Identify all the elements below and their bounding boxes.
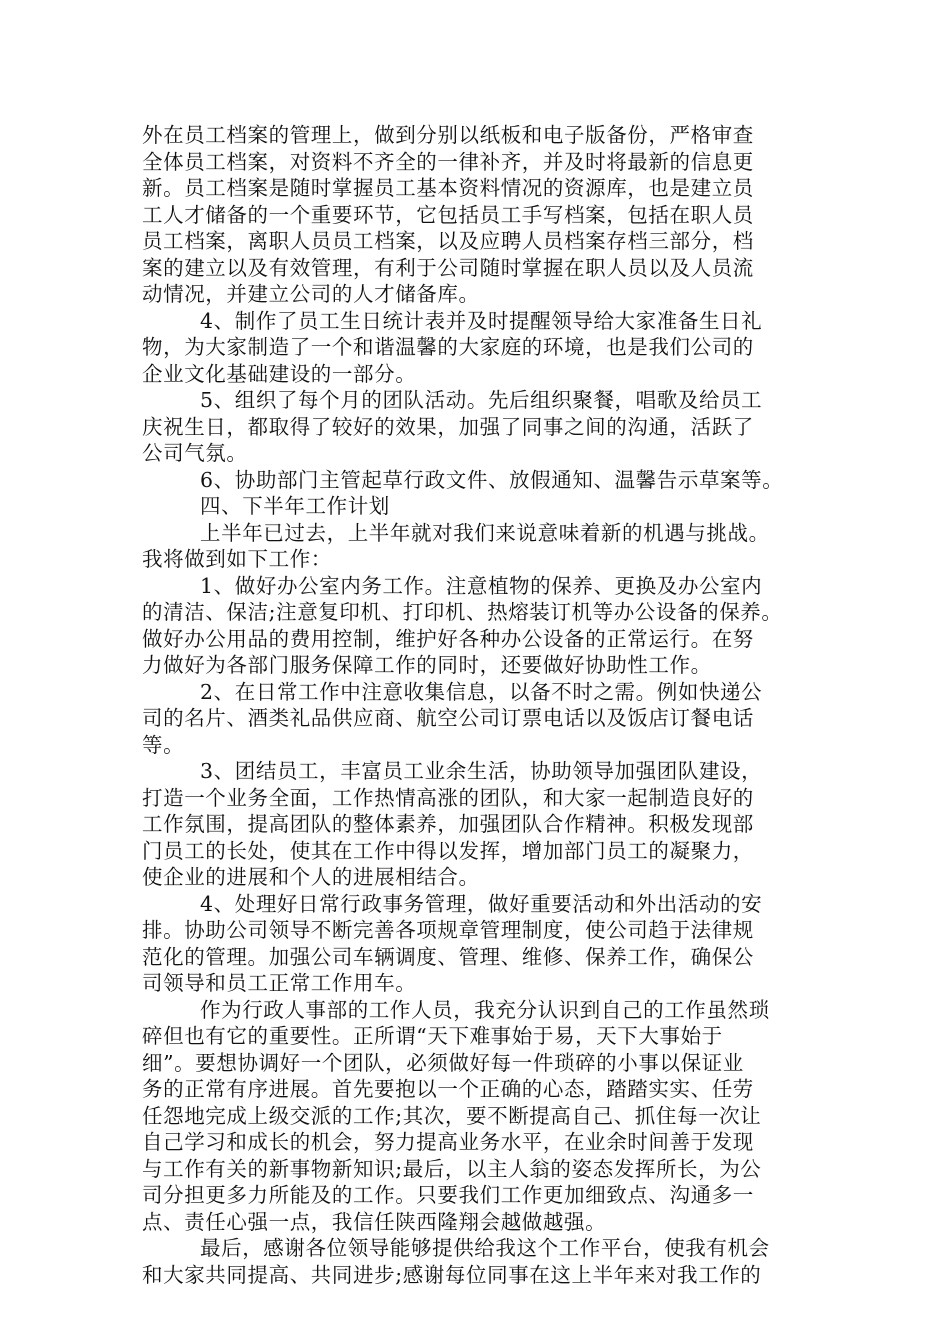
text-line: 外在员工档案的管理上，做到分别以纸板和电子版备份，严格审查 [142, 123, 754, 147]
text-line: 等。 [142, 732, 185, 757]
text-line: 物，为大家制造了一个和谐温馨的大家庭的环境，也是我们公司的 [142, 335, 754, 359]
paragraph-first-line: 5、组织了每个月的团队活动。先后组织聚餐，唱歌及给员工 [200, 388, 763, 412]
text-line: 我将做到如下工作： [142, 547, 332, 571]
document-body [142, 122, 814, 1288]
text-line: 企业文化基础建设的一部分。 [142, 361, 417, 386]
text-line: 务的正常有序进展。首先要抱以一个正确的心态，踏踏实实、任劳 [142, 1077, 754, 1101]
paragraph-first-line: 6、协助部门主管起草行政文件、放假通知、温馨告示草案等。 [200, 467, 784, 492]
text-line: 门员工的长处，使其在工作中得以发挥，增加部门员工的凝聚力， [142, 838, 754, 863]
text-line: 打造一个业务全面，工作热情高涨的团队，和大家一起制造良好的 [142, 785, 754, 810]
text-line: 和大家共同提高、共同进步;感谢每位同事在这上半年来对我工作的 [142, 1262, 762, 1287]
text-line: 力做好为各部门服务保障工作的同时，还要做好协助性工作。 [142, 653, 712, 677]
text-line: 新。员工档案是随时掌握员工基本资料情况的资源库，也是建立员 [142, 176, 754, 200]
text-line: 庆祝生日，都取得了较好的效果，加强了同事之间的沟通，活跃了 [142, 414, 754, 439]
paragraph-first-line: 四、下半年工作计划 [200, 494, 390, 518]
text-line: 任怨地完成上级交派的工作;其次，要不断提高自己、抓住每一次让 [142, 1103, 762, 1128]
text-line: 的清洁、保洁;注意复印机、打印机、热熔装订机等办公设备的保养。 [142, 600, 783, 624]
paragraph-first-line: 4、处理好日常行政事务管理，做好重要活动和外出活动的安 [200, 891, 763, 916]
text-line: 细”。要想协调好一个团队，必须做好每一件琐碎的小事以保证业 [142, 1050, 744, 1075]
text-line: 点、责任心强一点，我信任陕西隆翔会越做越强。 [142, 1209, 607, 1234]
text-line: 司的名片、酒类礼品供应商、航空公司订票电话以及饭店订餐电话 [142, 706, 754, 730]
text-line: 使企业的进展和个人的进展相结合。 [142, 865, 480, 889]
text-line: 案的建立以及有效管理，有利于公司随时掌握在职人员以及人员流 [142, 255, 754, 280]
text-line: 碎但也有它的重要性。正所谓“天下难事始于易，天下大事始于 [142, 1024, 723, 1048]
paragraph-first-line: 4、制作了员工生日统计表并及时提醒领导给大家准备生日礼 [200, 308, 763, 333]
text-line: 做好办公用品的费用控制，维护好各种办公设备的正常运行。在努 [142, 626, 754, 651]
paragraph-first-line: 上半年已过去，上半年就对我们来说意味着新的机遇与挑战。 [200, 520, 770, 545]
paragraph-first-line: 2、在日常工作中注意收集信息，以备不时之需。例如快递公 [200, 679, 763, 704]
text-line: 范化的管理。加强公司车辆调度、管理、维修、保养工作，确保公 [142, 944, 754, 969]
text-line: 全体员工档案，对资料不齐全的一律补齐，并及时将最新的信息更 [142, 149, 754, 174]
text-line: 工作氛围，提高团队的整体素养，加强团队合作精神。积极发现部 [142, 812, 754, 836]
text-line: 动情况，并建立公司的人才储备库。 [142, 282, 480, 306]
paragraph-first-line: 3、团结员工，丰富员工业余生活，协助领导加强团队建设， [200, 759, 763, 783]
text-line: 排。协助公司领导不断完善各项规章管理制度，使公司趋于法律规 [142, 918, 754, 942]
text-line: 司领导和员工正常工作用车。 [142, 971, 417, 995]
paragraph-first-line: 最后，感谢各位领导能够提供给我这个工作平台，使我有机会 [200, 1236, 770, 1260]
text-line: 工人才储备的一个重要环节，它包括员工手写档案，包括在职人员 [142, 202, 754, 227]
text-line: 公司气氛。 [142, 441, 248, 465]
text-line: 与工作有关的新事物新知识;最后，以主人翁的姿态发挥所长，为公 [142, 1156, 762, 1181]
text-line: 司分担更多力所能及的工作。只要我们工作更加细致点、沟通多一 [142, 1183, 754, 1207]
paragraph-first-line: 1、做好办公室内务工作。注意植物的保养、更换及办公室内 [200, 573, 763, 598]
text-line: 自己学习和成长的机会，努力提高业务水平，在业余时间善于发现 [142, 1130, 754, 1154]
paragraph-first-line: 作为行政人事部的工作人员，我充分认识到自己的工作虽然琐 [200, 997, 770, 1022]
text-line: 员工档案，离职人员员工档案，以及应聘人员档案存档三部分，档 [142, 229, 754, 253]
